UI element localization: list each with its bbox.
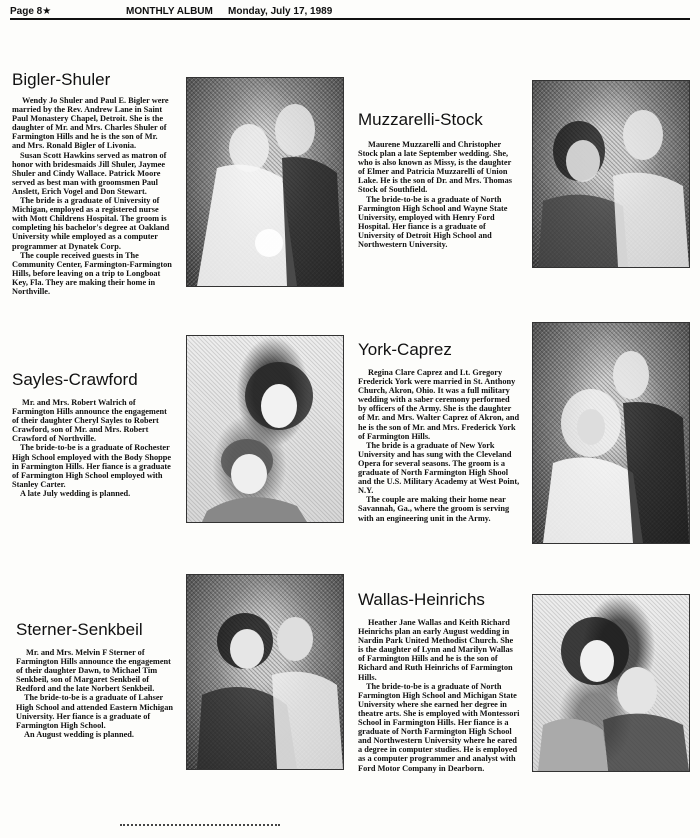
paragraph: The bride is a graduate of New York University and has sung with the Cleveland Opera for several seasons. The groom is a graduate of North Farmington High Shool and the U.S. Military Academy at West Point, N.Y. — [358, 440, 520, 496]
paragraph: The couple are making their home near Savannah, Ga., where the groom is serving with an engineering unit in the Army. — [358, 495, 510, 523]
paragraph: Heather Jane Wallas and Keith Richard Heinrichs plan an early August wedding in Nardin Park United Methodist Church. She is the daughter of Lynn and Marilyn Wallas of Farmington Hills and he is the son of Richard and Ruth Heinrichs of Farmington Hills. — [358, 618, 514, 682]
announcement-title: Muzzarelli-Stock — [358, 110, 483, 129]
page-number: Page 8★ — [10, 6, 52, 17]
couple-photo — [532, 80, 690, 268]
footer-dotted-rule — [120, 818, 280, 826]
announcement-text — [12, 398, 172, 498]
announcement-text — [358, 618, 520, 773]
paragraph: An August wedding is planned. — [24, 729, 134, 739]
couple-photo — [532, 594, 690, 772]
paragraph: The bride-to-be is a graduate of Lahser High School and attended Eastern Michigan University. Her fiance is a graduate of Farmington High School. — [16, 693, 173, 730]
section-title: MONTHLY ALBUM — [126, 6, 213, 17]
couple-photo — [532, 322, 690, 544]
paragraph: The bride-to-be is a graduate of North Farmington High School and Michigan State University where she earned her degree in theatre arts. She is employed with Montessori School in Farmington Hills. Her fiance is a graduate of North Farmington High School and Northwestern University where he eared a degree in computer studies. He is employed as a computer programmer and analyst with Ford Motor Company in Dearborn. — [358, 681, 520, 773]
paragraph: The bride-to-be is a graduate of North Farmington High School and Wayne State University, employed with Henry Ford Hospital. Her fiance is a graduate of University of Detroit High School and Northwestern University. — [358, 194, 508, 250]
paragraph: The bride-to-be is a graduate of Rochester High School employed with the Body Shoppe in Farmington Hills. Her fiance is a graduate of Farmington High School employed with Stanley Carter. — [12, 443, 172, 489]
announcement-title: Sterner-Senkbeil — [16, 620, 143, 639]
paragraph: Regina Clare Caprez and Lt. Gregory Frederick York were married in St. Anthony Church, Akron, Ohio. It was a full military wedding with a saber ceremony performed by officers of the Army. She is the daughter of Mr. and Mrs. Walter Caprez of Akron, and he is the son of Mr. and Mrs. Frederick York of Farmington Hills. — [358, 368, 520, 441]
announcement-title: Sayles-Crawford — [12, 370, 138, 389]
paragraph: Mr. and Mrs. Melvin F Sterner of Farmington Hills announce the engagement of their daughter Dawn, to Michael Tim Senkbeil, son of Margaret Senkbeil of Redford and the late Norbert Senkbeil. — [16, 648, 171, 694]
couple-photo — [186, 77, 344, 287]
paragraph: Maurene Muzzarelli and Christopher Stock plan a late September wedding. She, who is also known as Missy, is the daughter of Elmer and Patricia Muzzarelli of Union Lake. He is the son of Dr. and Mrs. Thomas Stock of Southfield. — [358, 140, 512, 195]
paragraph: Mr. and Mrs. Robert Walrich of Farmington Hills announce the engagement of their daughter Cheryl Sayles to Robert Crawford, son of Mr. and Mrs. Robert Crawford of Northville. — [12, 398, 167, 444]
announcement-text — [16, 648, 174, 739]
issue-date: Monday, July 17, 1989 — [228, 6, 333, 17]
announcement-text — [358, 368, 520, 523]
announcement-title: Wallas-Heinrichs — [358, 590, 485, 609]
paragraph: The couple received guests in The Community Center, Farmington-Farmington Hills, before leaving on a trip to Longboat Key, Fla. They are making their home in Northville. — [12, 250, 172, 296]
masthead-rule — [10, 18, 690, 20]
announcement-title: York-Caprez — [358, 340, 452, 359]
paragraph: Susan Scott Hawkins served as matron of honor with bridesmaids Jill Shuler, Jaymee Shuler and Cindy Wallace. Patrick Moore served as best man with groomsmen Paul Anslett, Erich Vogel and Don Stewart. — [12, 150, 167, 196]
paragraph: A late July wedding is planned. — [20, 488, 131, 498]
paragraph: Wendy Jo Shuler and Paul E. Bigler were married by the Rev. Andrew Lane in Saint Paul Monastery Chapel, Detroit. She is the daughter of Mr. and Mrs. Charles Shuler of Farmington Hills and he is the son of Mr. and Mrs. Ronald Bigler of Livonia. — [12, 96, 169, 151]
couple-photo — [186, 574, 344, 770]
couple-photo — [186, 335, 344, 523]
paragraph: The bride is a graduate of University of Michigan, employed as a registered nurse with Mott Childrens Hospital. The groom is completing his bachelor's degree at Oakland University while employed as a computer programmer at Dynatek Corp. — [12, 196, 170, 251]
announcement-text — [358, 140, 520, 249]
announcement-title: Bigler-Shuler — [12, 70, 111, 89]
announcement-text — [12, 96, 172, 296]
